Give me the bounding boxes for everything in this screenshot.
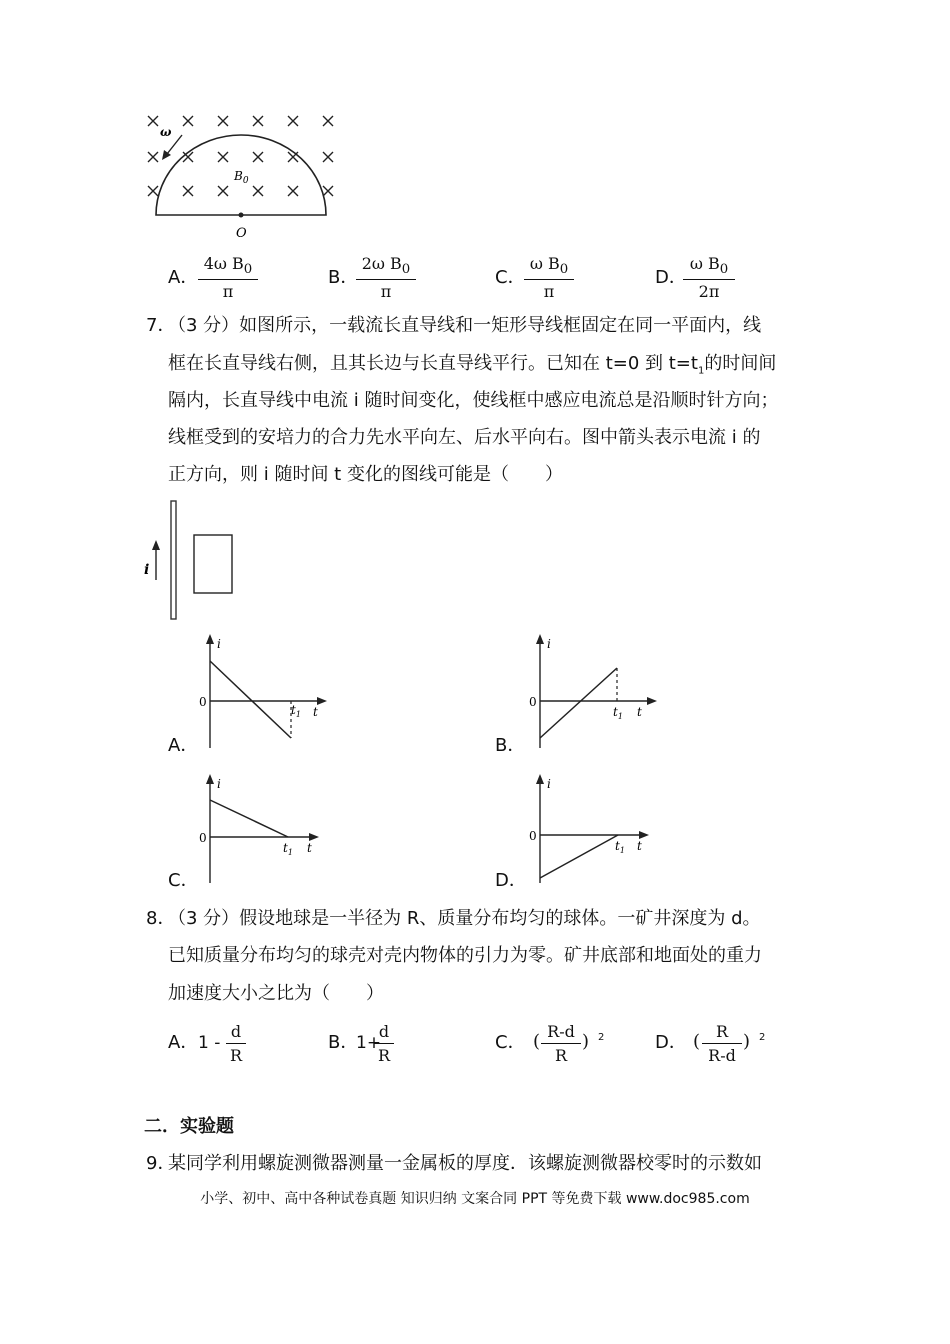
svg-text:0: 0	[529, 695, 537, 709]
q8-option-d-open: (	[693, 1031, 701, 1052]
q8-line-2: 已知质量分布均匀的球壳对壳内物体的引力为零。矿井底部和地面处的重力	[168, 945, 762, 966]
q7-option-a-label: A．	[168, 735, 199, 756]
svg-text:t: t	[313, 705, 318, 719]
q8-option-a-fraction: $\frac{d}{R}$	[226, 1022, 246, 1065]
q7-line-4: 线框受到的安培力的合力先水平向左、后水平向右。图中箭头表示电流 i 的	[168, 427, 761, 448]
q8-option-c-exponent: 2	[598, 1032, 605, 1043]
svg-text:i: i	[547, 637, 551, 651]
b0-label: $B_0$	[234, 169, 249, 186]
rectangular-loop	[194, 535, 232, 593]
q8-option-c-close: )	[582, 1031, 590, 1052]
q7-option-c-label: C．	[168, 870, 199, 891]
q7-number: 7．	[146, 315, 176, 336]
svg-text:t: t	[637, 839, 642, 853]
semicircle-field-figure	[140, 108, 350, 243]
wire-loop-figure	[140, 498, 250, 626]
q7-option-b-label: B．	[495, 735, 526, 756]
q9-number: 9．	[146, 1153, 176, 1174]
q7-line-5: 正方向，则 i 随时间 t 变化的图线可能是（ ）	[168, 464, 563, 485]
q6-option-a-fraction: $\frac{4\omega B_0}{\pi}$	[198, 254, 258, 301]
current-direction-arrow-icon	[152, 540, 160, 550]
omega-label: ω	[160, 125, 172, 139]
q8-line-3: 加速度大小之比为（ ）	[168, 983, 384, 1004]
q6-option-d-label: D．	[655, 267, 687, 288]
q8-option-c-label: C．	[495, 1032, 526, 1053]
svg-text:t1: $t_1$	[615, 839, 625, 855]
graph-option-b	[525, 630, 665, 750]
q8-option-b-fraction: $\frac{d}{R}$	[374, 1022, 394, 1065]
section-title: 二．实验题	[144, 1116, 234, 1137]
svg-text:t: t	[307, 841, 312, 855]
q8-option-a-label: A．	[168, 1032, 199, 1053]
q6-option-b-fraction: $\frac{2\omega B_0}{\pi}$	[356, 254, 416, 301]
footer-text: 小学、初中、高中各种试卷真题 知识归纳 文案合同 PPT 等免费下载 www.doc985.com	[200, 1191, 750, 1207]
q7-line-1: （3 分）如图所示，一载流长直导线和一矩形导线框固定在同一平面内，线	[168, 315, 762, 336]
q8-option-d-label: D．	[655, 1032, 687, 1053]
field-cross-marks	[148, 116, 333, 196]
svg-text:i: i	[217, 777, 221, 791]
q8-option-d-close: )	[743, 1031, 751, 1052]
long-straight-wire	[171, 501, 176, 619]
svg-text:t1: $t_1$	[283, 841, 293, 857]
q6-option-c-label: C．	[495, 267, 526, 288]
q8-line-1: （3 分）假设地球是一半径为 R、质量分布均匀的球体。一矿井深度为 d。	[168, 908, 761, 929]
q8-option-b-label: B．	[328, 1032, 359, 1053]
o-label: O	[236, 226, 247, 241]
q6-option-d-fraction: $\frac{\omega B_0}{2\pi}$	[683, 254, 735, 301]
svg-text:0: 0	[199, 831, 207, 845]
svg-text:t1: $t_1$	[613, 705, 623, 721]
graph-option-c	[195, 770, 335, 885]
current-line	[540, 668, 617, 738]
graph-option-d	[525, 770, 665, 885]
svg-text:i: i	[547, 777, 551, 791]
current-line	[540, 835, 618, 878]
q7-line-2: 框在长直导线右侧，且其长边与长直导线平行。已知在 t=0 到 $t=t_1$的时间间	[168, 353, 777, 377]
q9-line-1: 某同学利用螺旋测微器测量一金属板的厚度．该螺旋测微器校零时的示数如	[168, 1153, 762, 1174]
q6-option-c-fraction: $\frac{\omega B_0}{\pi}$	[524, 254, 574, 301]
q6-option-a-label: A．	[168, 267, 199, 288]
q8-option-d-exponent: 2	[759, 1032, 766, 1043]
svg-text:i: i	[217, 637, 221, 651]
current-line	[210, 800, 288, 837]
q8-option-c-open: (	[533, 1031, 541, 1052]
q8-option-a-prefix: 1 -	[198, 1033, 221, 1053]
svg-text:0: 0	[529, 829, 537, 843]
current-line	[210, 661, 291, 738]
q8-option-b-prefix: 1+	[356, 1033, 382, 1053]
svg-text:0: 0	[199, 695, 207, 709]
q6-option-b-label: B．	[328, 267, 359, 288]
q7-line-3: 隔内，长直导线中电流 i 随时间变化，使线框中感应电流总是沿顺时针方向；	[168, 390, 779, 411]
wire-current-label: i	[144, 562, 150, 578]
q7-option-d-label: D．	[495, 870, 527, 891]
q8-option-c-fraction: $\frac{R-d}{R}$	[541, 1022, 581, 1065]
q8-number: 8．	[146, 908, 176, 929]
svg-text:t: t	[637, 705, 642, 719]
svg-text:t1: $t_1$	[291, 703, 301, 719]
center-dot	[239, 213, 244, 218]
graph-option-a	[195, 630, 335, 750]
q8-option-d-fraction: $\frac{R}{R-d}$	[702, 1022, 742, 1065]
